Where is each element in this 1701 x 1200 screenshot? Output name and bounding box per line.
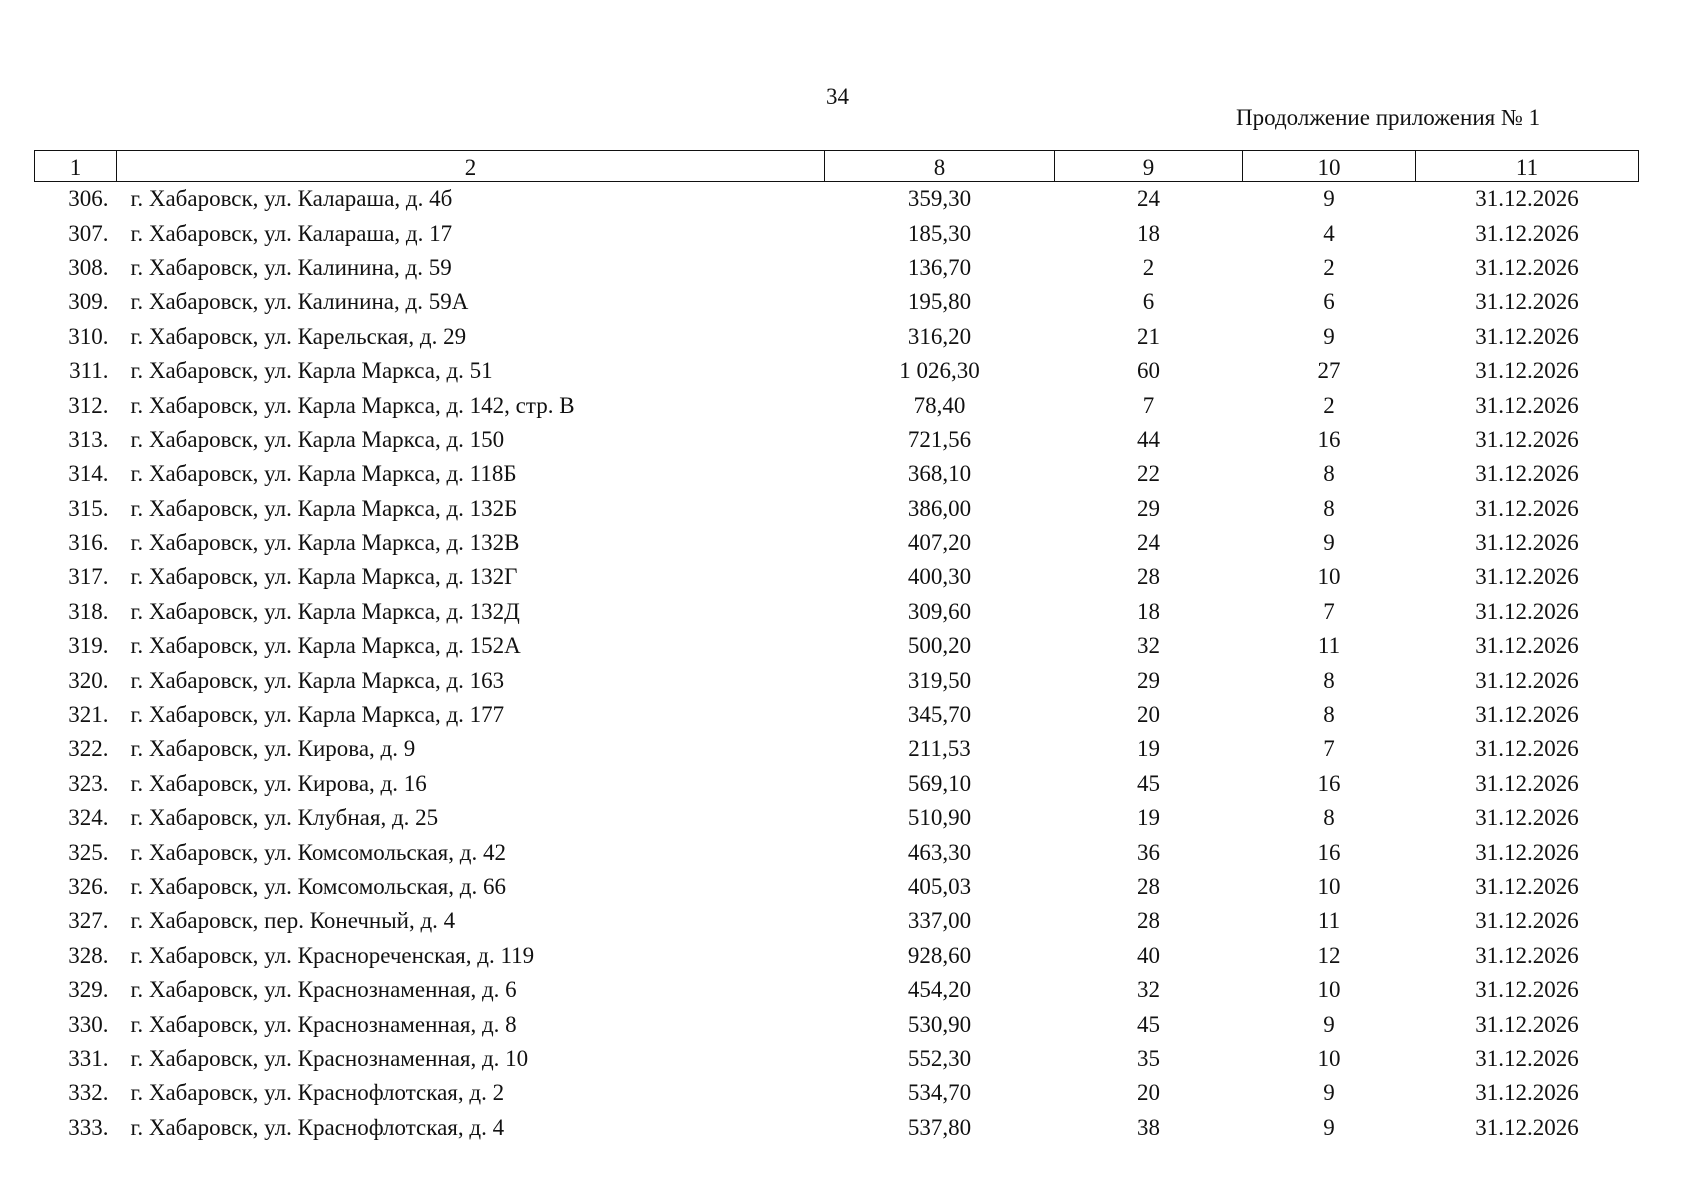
address-cell: г. Хабаровск, ул. Карла Маркса, д. 142, стр. В [130,392,575,418]
value-col-8-cell: 928,60 [907,942,972,968]
table-row [35,973,1639,1007]
value-col-8-cell: 552,30 [907,1045,972,1071]
table-row [35,388,1639,422]
page-number: 34 [826,84,849,109]
row-number-cell: 312. [68,392,109,418]
address-cell: г. Хабаровск, ул. Краснофлотская, д. 4 [130,1114,505,1140]
address-cell: г. Хабаровск, ул. Клубная, д. 25 [130,805,439,831]
value-col-10-cell: 8 [1323,702,1335,728]
value-col-10-cell: 16 [1317,426,1341,452]
value-col-9-cell: 18 [1137,598,1160,624]
value-col-10-cell: 9 [1323,186,1335,212]
address-cell: г. Хабаровск, ул. Карла Маркса, д. 150 [130,426,505,452]
address-cell: г. Хабаровск, ул. Калараша, д. 17 [130,220,453,246]
address-cell: г. Хабаровск, ул. Карла Маркса, д. 177 [130,702,505,728]
column-header-8: 8 [825,151,1055,182]
date-col-11-cell: 31.12.2026 [1475,770,1579,796]
date-col-11-cell: 31.12.2026 [1475,254,1579,280]
value-col-8-cell: 537,80 [907,1114,972,1140]
date-col-11-cell: 31.12.2026 [1475,461,1579,487]
value-col-8-cell: 1 026,30 [899,358,980,384]
date-col-11-cell: 31.12.2026 [1475,977,1579,1003]
table-row [35,801,1639,835]
date-col-11-cell: 31.12.2026 [1475,220,1579,246]
row-number-cell: 316. [68,530,109,556]
table-row [35,663,1639,697]
row-number-cell: 326. [68,874,109,899]
date-col-11-cell: 31.12.2026 [1475,598,1579,624]
value-col-8-cell: 337,00 [907,908,972,934]
value-col-9-cell: 29 [1137,495,1160,521]
address-cell: г. Хабаровск, ул. Краснознаменная, д. 10 [130,1045,529,1071]
value-col-10-cell: 16 [1317,770,1341,796]
table-row [35,354,1639,388]
date-col-11-cell: 31.12.2026 [1475,495,1579,521]
row-number-cell: 320. [68,667,109,693]
table-row [35,1111,1639,1145]
date-col-11-cell: 31.12.2026 [1475,358,1579,384]
value-col-9-cell: 28 [1137,564,1160,590]
table-row [35,870,1639,904]
column-header-9: 9 [1055,151,1243,182]
value-col-8-cell: 534,70 [907,1080,972,1106]
table-row [35,182,1639,217]
value-col-9-cell: 7 [1142,392,1155,418]
header-row [35,151,1639,182]
value-col-9-cell: 40 [1137,942,1160,968]
column-header-1: 1 [35,151,117,182]
address-cell: г. Хабаровск, ул. Карла Маркса, д. 132Д [130,598,520,624]
housing-table [34,150,1639,1145]
table-row [35,767,1639,801]
value-col-10-cell: 9 [1323,1114,1335,1140]
value-col-9-cell: 38 [1137,1114,1160,1140]
date-col-11-cell: 31.12.2026 [1475,1080,1579,1106]
value-col-10-cell: 9 [1323,530,1335,556]
value-col-8-cell: 316,20 [907,323,972,349]
date-col-11-cell: 31.12.2026 [1475,392,1579,418]
value-col-10-cell: 16 [1317,839,1341,865]
address-cell: г. Хабаровск, ул. Калинина, д. 59 [130,254,452,280]
value-col-8-cell: 407,20 [907,530,972,556]
table-row [35,1007,1639,1041]
address-cell: г. Хабаровск, пер. Конечный, д. 4 [130,908,456,934]
value-col-10-cell: 6 [1323,289,1335,315]
table-row [35,526,1639,560]
address-cell: г. Хабаровск, ул. Карельская, д. 29 [130,323,467,349]
table-row [35,595,1639,629]
row-number-cell: 318. [68,598,109,624]
value-col-10-cell: 8 [1323,805,1335,831]
value-col-9-cell: 60 [1137,358,1160,384]
value-col-10-cell: 2 [1323,254,1335,280]
table-header [35,151,1639,182]
value-col-8-cell: 500,20 [907,633,972,659]
value-col-8-cell: 405,03 [907,874,972,899]
row-number-cell: 331. [68,1045,109,1071]
address-cell: г. Хабаровск, ул. Калинина, д. 59А [130,289,469,315]
table-row [35,629,1639,663]
address-cell: г. Хабаровск, ул. Краснореченская, д. 119 [130,942,535,968]
row-number-cell: 315. [68,495,109,521]
value-col-10-cell: 2 [1323,392,1335,418]
value-col-9-cell: 24 [1137,186,1160,212]
table-row [35,904,1639,938]
address-cell: г. Хабаровск, ул. Карла Маркса, д. 132Г [130,564,518,590]
address-cell: г. Хабаровск, ул. Краснознаменная, д. 8 [130,1011,517,1037]
value-col-10-cell: 11 [1317,633,1341,659]
value-col-10-cell: 10 [1317,1045,1341,1071]
table-row [35,939,1639,973]
address-cell: г. Хабаровск, ул. Кирова, д. 9 [130,736,416,762]
appendix-continuation-note: Продолжение приложения № 1 [1236,105,1541,130]
row-number-cell: 325. [68,839,109,865]
address-cell: г. Хабаровск, ул. Карла Маркса, д. 118Б [130,461,517,487]
date-col-11-cell: 31.12.2026 [1475,667,1579,693]
date-col-11-cell: 31.12.2026 [1475,1114,1579,1140]
date-col-11-cell: 31.12.2026 [1475,564,1579,590]
value-col-8-cell: 386,00 [907,495,972,521]
value-col-8-cell: 319,50 [907,667,972,693]
table-row [35,285,1639,319]
row-number-cell: 329. [68,977,109,1003]
value-col-9-cell: 18 [1137,220,1160,246]
value-col-9-cell: 32 [1137,977,1160,1003]
row-number-cell: 310. [68,323,109,349]
value-col-9-cell: 45 [1137,1011,1160,1037]
address-cell: г. Хабаровск, ул. Карла Маркса, д. 132Б [130,495,518,521]
date-col-11-cell: 31.12.2026 [1475,702,1579,728]
value-col-10-cell: 9 [1323,1011,1335,1037]
value-col-8-cell: 569,10 [907,770,972,796]
date-col-11-cell: 31.12.2026 [1475,805,1579,831]
address-cell: г. Хабаровск, ул. Калараша, д. 4б [130,186,453,212]
table-row [35,1076,1639,1110]
table-row [35,732,1639,766]
table-row [35,216,1639,250]
table-row [35,492,1639,526]
value-col-10-cell: 8 [1323,461,1335,487]
table-row [35,1042,1639,1076]
value-col-10-cell: 7 [1323,598,1335,624]
row-number-cell: 327. [68,908,109,934]
date-col-11-cell: 31.12.2026 [1475,323,1579,349]
value-col-10-cell: 8 [1323,667,1335,693]
address-cell: г. Хабаровск, ул. Карла Маркса, д. 152А [130,633,521,659]
value-col-8-cell: 400,30 [907,564,972,590]
value-col-10-cell: 4 [1323,220,1335,246]
value-col-8-cell: 211,53 [908,736,971,762]
row-number-cell: 333. [68,1114,109,1140]
value-col-8-cell: 368,10 [907,461,972,487]
date-col-11-cell: 31.12.2026 [1475,1011,1579,1037]
value-col-8-cell: 78,40 [913,392,966,418]
column-header-10: 10 [1243,151,1416,182]
value-col-8-cell: 345,70 [907,702,972,728]
value-col-10-cell: 8 [1323,495,1335,521]
row-number-cell: 317. [68,564,109,590]
value-col-10-cell: 11 [1317,908,1341,934]
value-col-9-cell: 19 [1137,736,1160,762]
value-col-9-cell: 28 [1137,874,1160,899]
value-col-8-cell: 136,70 [907,254,972,280]
row-number-cell: 319. [68,633,109,659]
date-col-11-cell: 31.12.2026 [1475,839,1579,865]
value-col-9-cell: 35 [1137,1045,1160,1071]
row-number-cell: 328. [68,942,109,968]
value-col-9-cell: 22 [1137,461,1160,487]
address-cell: г. Хабаровск, ул. Карла Маркса, д. 163 [130,667,505,693]
table-row [35,320,1639,354]
row-number-cell: 313. [68,426,109,452]
value-col-8-cell: 309,60 [907,598,972,624]
row-number-cell: 311. [69,358,109,384]
row-number-cell: 323. [68,770,109,796]
row-number-cell: 321. [68,702,109,728]
date-col-11-cell: 31.12.2026 [1475,186,1579,212]
date-col-11-cell: 31.12.2026 [1475,633,1579,659]
row-number-cell: 306. [68,186,109,212]
value-col-9-cell: 6 [1142,289,1155,315]
value-col-10-cell: 10 [1317,874,1341,899]
value-col-10-cell: 9 [1323,1080,1335,1106]
value-col-9-cell: 24 [1137,530,1160,556]
row-number-cell: 314. [68,461,109,487]
address-cell: г. Хабаровск, ул. Краснофлотская, д. 2 [130,1080,505,1106]
row-number-cell: 307. [68,220,109,246]
value-col-10-cell: 12 [1317,942,1341,968]
value-col-9-cell: 21 [1137,323,1160,349]
date-col-11-cell: 31.12.2026 [1475,426,1579,452]
value-col-9-cell: 19 [1137,805,1160,831]
value-col-10-cell: 10 [1317,977,1341,1003]
value-col-9-cell: 45 [1137,770,1160,796]
value-col-9-cell: 36 [1137,839,1160,865]
value-col-9-cell: 29 [1137,667,1160,693]
value-col-9-cell: 44 [1137,426,1160,452]
table-body [35,182,1639,1145]
date-col-11-cell: 31.12.2026 [1475,736,1579,762]
value-col-9-cell: 20 [1137,1080,1160,1106]
value-col-8-cell: 359,30 [907,186,972,212]
row-number-cell: 330. [68,1011,109,1037]
value-col-8-cell: 463,30 [907,839,972,865]
address-cell: г. Хабаровск, ул. Комсомольская, д. 42 [130,839,506,865]
housing-table-container [34,150,1638,1145]
value-col-9-cell: 2 [1142,254,1155,280]
row-number-cell: 308. [68,254,109,280]
table-row [35,835,1639,869]
row-number-cell: 324. [68,805,109,831]
date-col-11-cell: 31.12.2026 [1475,1045,1579,1071]
table-row [35,457,1639,491]
value-col-8-cell: 721,56 [907,426,972,452]
address-cell: г. Хабаровск, ул. Карла Маркса, д. 132В [130,530,520,556]
table-row [35,698,1639,732]
value-col-8-cell: 510,90 [907,805,972,831]
value-col-10-cell: 7 [1323,736,1335,762]
date-col-11-cell: 31.12.2026 [1475,530,1579,556]
table-row [35,560,1639,594]
value-col-8-cell: 454,20 [907,977,972,1003]
row-number-cell: 309. [68,289,109,315]
address-cell: г. Хабаровск, ул. Комсомольская, д. 66 [130,874,506,899]
date-col-11-cell: 31.12.2026 [1475,874,1579,899]
date-col-11-cell: 31.12.2026 [1475,908,1579,934]
value-col-10-cell: 9 [1323,323,1335,349]
address-cell: г. Хабаровск, ул. Карла Маркса, д. 51 [130,358,493,384]
column-header-11: 11 [1416,151,1639,182]
value-col-9-cell: 28 [1137,908,1160,934]
date-col-11-cell: 31.12.2026 [1475,289,1579,315]
value-col-8-cell: 185,30 [907,220,972,246]
address-cell: г. Хабаровск, ул. Кирова, д. 16 [130,770,427,796]
value-col-8-cell: 530,90 [907,1011,972,1037]
value-col-9-cell: 32 [1137,633,1160,659]
row-number-cell: 332. [68,1080,109,1106]
value-col-9-cell: 20 [1137,702,1160,728]
value-col-8-cell: 195,80 [907,289,972,315]
column-header-2: 2 [117,151,825,182]
value-col-10-cell: 27 [1317,358,1341,384]
table-row [35,423,1639,457]
date-col-11-cell: 31.12.2026 [1475,942,1579,968]
row-number-cell: 322. [68,736,109,762]
table-row [35,251,1639,285]
address-cell: г. Хабаровск, ул. Краснознаменная, д. 6 [130,977,517,1003]
value-col-10-cell: 10 [1317,564,1341,590]
